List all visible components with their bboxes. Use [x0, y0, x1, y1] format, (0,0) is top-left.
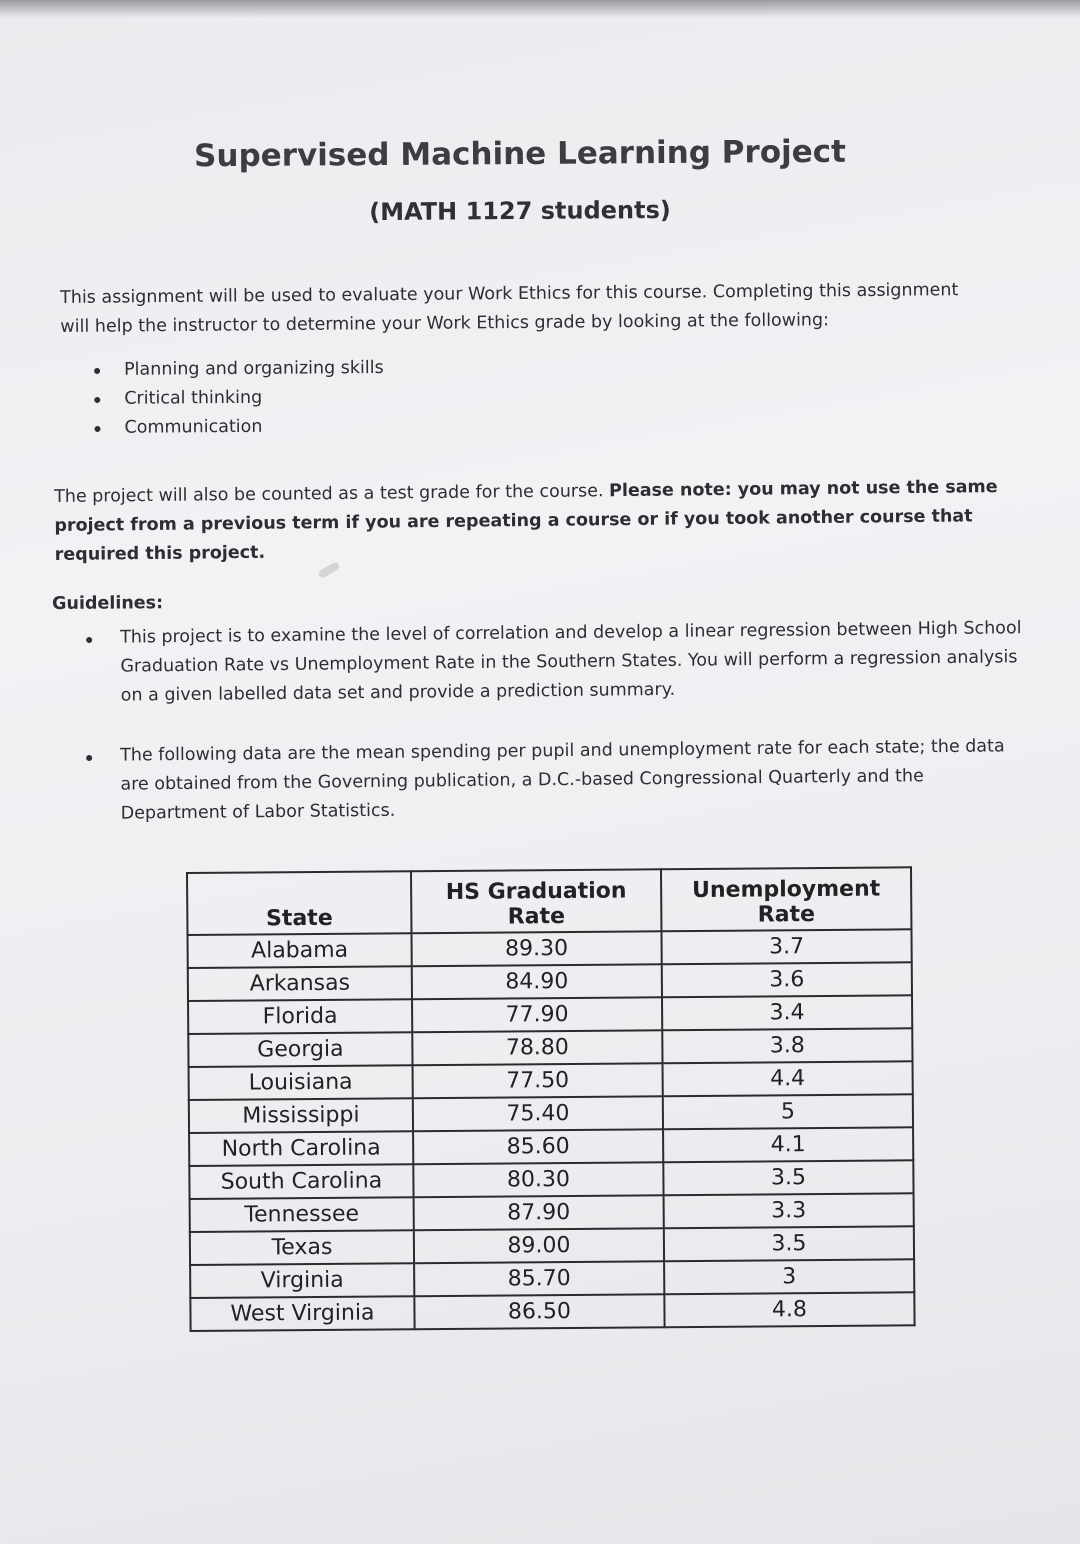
cell-unemployment-rate: 3.7	[661, 929, 911, 964]
table-header-row	[187, 867, 911, 935]
cell-state: Texas	[190, 1230, 414, 1265]
cell-state: West Virginia	[190, 1296, 414, 1331]
guideline-text: This project is to examine the level of correlation and develop a linear regression between High School Graduation Rate vs Unemployment Rate in the Southern States. You will perform a regression analysis on a given labelled data set and provide a prediction summary.	[86, 614, 1027, 711]
cell-unemployment-rate: 5	[663, 1094, 913, 1129]
cell-graduation-rate: 89.00	[414, 1228, 664, 1263]
cell-unemployment-rate: 3.8	[662, 1028, 912, 1063]
note-plain-text: The project will also be counted as a test grade for the course.	[54, 481, 610, 507]
cell-graduation-rate: 86.50	[414, 1294, 664, 1329]
guideline-item	[86, 732, 1027, 829]
header-unemployment-rate: Unemployment Rate	[661, 867, 911, 931]
cell-state: Alabama	[187, 933, 411, 968]
cell-unemployment-rate: 3.4	[662, 995, 912, 1030]
cell-graduation-rate: 80.30	[413, 1162, 663, 1197]
page-title: Supervised Machine Learning Project	[193, 133, 847, 175]
cell-unemployment-rate: 3.6	[662, 962, 912, 997]
cell-graduation-rate: 75.40	[413, 1096, 663, 1131]
cell-state: Georgia	[188, 1032, 412, 1067]
cell-unemployment-rate: 4.4	[663, 1061, 913, 1096]
cell-state: Virginia	[190, 1263, 414, 1298]
note-bold-text: Please note: you may not use the same project from a previous term if you are repeating a course or if you took another course that required this project.	[54, 477, 998, 565]
cell-graduation-rate: 77.90	[412, 997, 662, 1032]
cell-unemployment-rate: 3	[664, 1259, 914, 1294]
cell-graduation-rate: 77.50	[413, 1063, 663, 1098]
table-row	[190, 1292, 914, 1331]
skill-item: Critical thinking	[90, 382, 590, 414]
header-state: State	[187, 871, 411, 935]
guidelines-heading: Guidelines:	[52, 593, 164, 614]
cell-state: Tennessee	[190, 1197, 414, 1232]
skill-item: Planning and organizing skills	[90, 353, 590, 385]
cell-unemployment-rate: 4.8	[664, 1292, 914, 1327]
cell-state: Arkansas	[188, 966, 412, 1001]
cell-graduation-rate: 84.90	[412, 964, 662, 999]
note-paragraph	[54, 473, 1005, 570]
cell-state: Florida	[188, 999, 412, 1034]
cell-state: South Carolina	[189, 1164, 413, 1199]
guideline-item	[86, 614, 1027, 711]
data-table	[186, 866, 916, 1332]
cell-unemployment-rate: 4.1	[663, 1127, 913, 1162]
intro-paragraph: This assignment will be used to evaluate your Work Ethics for this course. Completing this assignment will help the instructor to determine your Work Ethics grade by looking at the following:	[60, 280, 959, 337]
data-table-wrapper	[186, 866, 916, 1332]
cell-graduation-rate: 87.90	[414, 1195, 664, 1230]
cell-graduation-rate: 89.30	[411, 931, 661, 966]
page-subtitle: (MATH 1127 students)	[369, 195, 671, 227]
cell-state: Louisiana	[189, 1065, 413, 1100]
table-body	[187, 929, 914, 1331]
skill-item: Communication	[90, 411, 590, 443]
cell-state: North Carolina	[189, 1131, 413, 1166]
cell-state: Mississippi	[189, 1098, 413, 1133]
cell-unemployment-rate: 3.5	[663, 1160, 913, 1195]
cell-graduation-rate: 78.80	[412, 1030, 662, 1065]
cell-unemployment-rate: 3.5	[664, 1226, 914, 1261]
cell-graduation-rate: 85.60	[413, 1129, 663, 1164]
guideline-text: The following data are the mean spending per pupil and unemployment rate for each state; the data are obtained from the Governing publication, a D.C.-based Congressional Quarterly and the Department of Labor Statistics.	[86, 732, 1027, 829]
top-edge-shadow	[0, 0, 1080, 18]
skills-list	[90, 353, 591, 443]
cell-unemployment-rate: 3.3	[664, 1193, 914, 1228]
header-graduation-rate: HS Graduation Rate	[411, 869, 661, 933]
cell-graduation-rate: 85.70	[414, 1261, 664, 1296]
